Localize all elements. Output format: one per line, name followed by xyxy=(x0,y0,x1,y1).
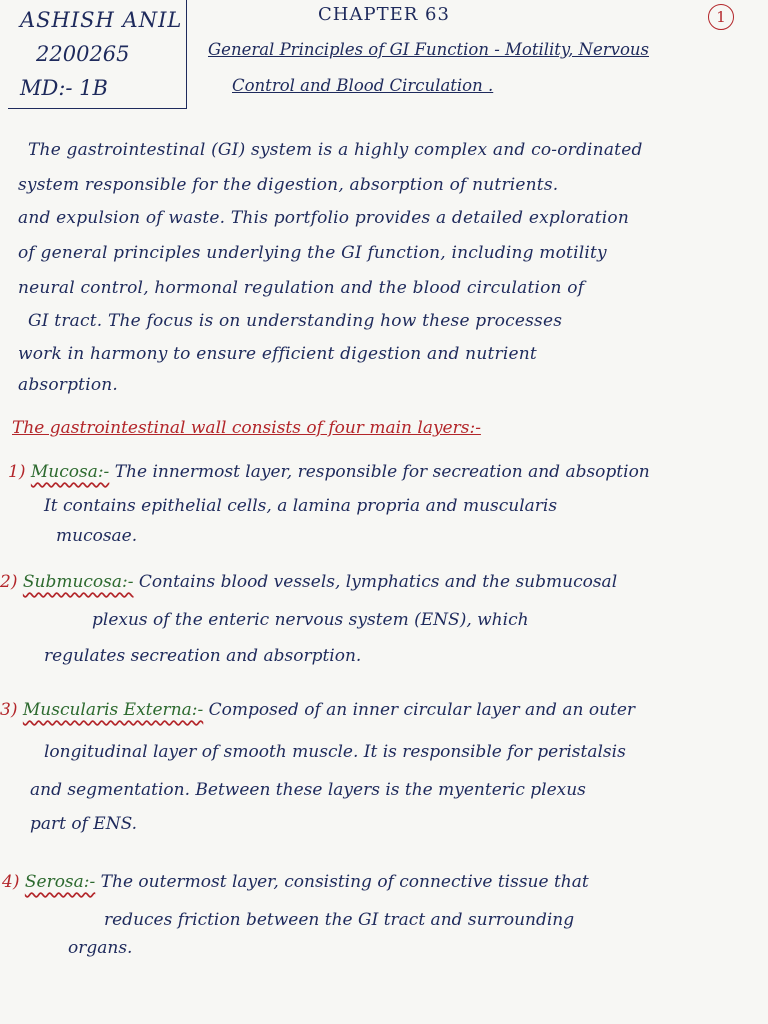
student-id-box xyxy=(8,0,187,109)
intro-line: GI tract. The focus is on understanding how these processes xyxy=(28,311,563,331)
layer-number: 4) xyxy=(2,872,20,892)
layer-term: Muscularis Externa:- xyxy=(22,700,204,720)
intro-line: The gastrointestinal (GI) system is a highly complex and co-ordinated xyxy=(28,140,643,160)
layer-line: longitudinal layer of smooth muscle. It is responsible for peristalsis xyxy=(44,742,626,762)
layer-text: The innermost layer, responsible for secreation and absoption xyxy=(114,462,650,482)
layer-line xyxy=(0,572,617,592)
section-heading: The gastrointestinal wall consists of four main layers:- xyxy=(12,418,481,438)
layer-term: Serosa:- xyxy=(24,872,96,892)
layer-text: The outermost layer, consisting of connective tissue that xyxy=(100,872,589,892)
intro-line: and expulsion of waste. This portfolio provides a detailed exploration xyxy=(18,208,629,228)
layer-text: Contains blood vessels, lymphatics and the submucosal xyxy=(138,572,618,592)
layer-number: 1) xyxy=(8,462,26,482)
layer-line: mucosae. xyxy=(56,526,138,546)
chapter-heading: CHAPTER 63 xyxy=(318,4,450,25)
layer-line: reduces friction between the GI tract and surrounding xyxy=(104,910,575,930)
student-name: ASHISH ANIL xyxy=(20,8,183,32)
layer-line: It contains epithelial cells, a lamina propria and muscularis xyxy=(44,496,558,516)
intro-line: system responsible for the digestion, absorption of nutrients. xyxy=(18,175,559,195)
student-roll-number: 2200265 xyxy=(36,42,130,66)
layer-line: and segmentation. Between these layers is the myenteric plexus xyxy=(30,780,586,800)
chapter-title-line-1: General Principles of GI Function - Motility, Nervous xyxy=(208,40,649,59)
layer-term: Mucosa:- xyxy=(30,462,110,482)
layer-line xyxy=(8,462,650,482)
layer-term: Submucosa:- xyxy=(22,572,134,592)
layer-line xyxy=(2,872,589,892)
intro-line: of general principles underlying the GI function, including motility xyxy=(18,243,607,263)
layer-line: part of ENS. xyxy=(30,814,138,834)
layer-line: regulates secreation and absorption. xyxy=(44,646,362,666)
layer-number: 2) xyxy=(0,572,18,592)
intro-line: work in harmony to ensure efficient digestion and nutrient xyxy=(18,344,537,364)
chapter-title-line-2: Control and Blood Circulation . xyxy=(232,76,494,95)
layer-line xyxy=(0,700,635,720)
layer-line: plexus of the enteric nervous system (ENS), which xyxy=(92,610,529,630)
intro-line: neural control, hormonal regulation and the blood circulation of xyxy=(18,278,585,298)
intro-line: absorption. xyxy=(18,375,119,395)
layer-text: Composed of an inner circular layer and an outer xyxy=(208,700,636,720)
layer-number: 3) xyxy=(0,700,18,720)
layer-line: organs. xyxy=(68,938,133,958)
student-class: MD:- 1B xyxy=(20,76,108,100)
page-number: 1 xyxy=(708,4,734,30)
